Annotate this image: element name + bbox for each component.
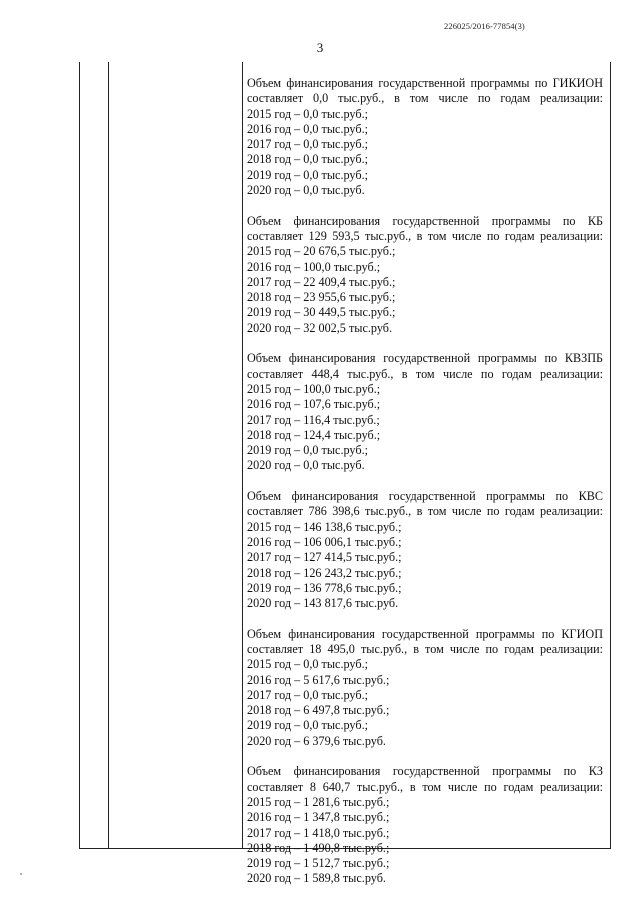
funding-intro-line-1: Объем финансирования государственной программы по КЗ — [247, 764, 603, 779]
funding-year-line: 2016 год – 5 617,6 тыс.руб.; — [247, 672, 390, 687]
document-number: 226025/2016-77854(3) — [444, 21, 525, 31]
funding-year-line: 2016 год – 100,0 тыс.руб.; — [247, 259, 381, 274]
funding-year-line: 2016 год – 106 006,1 тыс.руб.; — [247, 534, 402, 549]
funding-year-line: 2016 год – 0,0 тыс.руб.; — [247, 121, 368, 136]
funding-year-line: 2016 год – 1 347,8 тыс.руб.; — [247, 810, 390, 825]
funding-year-line: 2015 год – 146 138,6 тыс.руб.; — [247, 519, 402, 534]
funding-year-line: 2016 год – 107,6 тыс.руб.; — [247, 397, 381, 412]
table-border-right — [610, 62, 611, 849]
funding-year-line: 2015 год – 0,0 тыс.руб.; — [247, 657, 368, 672]
funding-year-line: 2015 год – 0,0 тыс.руб.; — [247, 106, 368, 121]
funding-year-line: 2020 год – 32 002,5 тыс.руб. — [247, 320, 393, 335]
funding-block — [247, 489, 603, 611]
funding-intro-line-2: составляет 18 495,0 тыс.руб., в том числе по годам реализации: — [247, 641, 603, 656]
funding-year-line: 2019 год – 0,0 тыс.руб.; — [247, 167, 368, 182]
funding-year-line: 2019 год – 1 512,7 тыс.руб.; — [247, 856, 390, 871]
funding-intro-line-2: составляет 8 640,7 тыс.руб., в том числе по годам реализации: — [247, 779, 603, 794]
funding-year-line: 2015 год – 100,0 тыс.руб.; — [247, 381, 381, 396]
funding-year-line: 2017 год – 127 414,5 тыс.руб.; — [247, 550, 402, 565]
funding-year-line: 2018 год – 6 497,8 тыс.руб.; — [247, 703, 390, 718]
funding-year-line: 2018 год – 126 243,2 тыс.руб.; — [247, 565, 402, 580]
funding-block — [247, 351, 603, 473]
funding-intro-line-1: Объем финансирования государственной программы по КГИОП — [247, 626, 603, 641]
funding-block — [247, 764, 603, 886]
funding-year-line: 2017 год – 116,4 тыс.руб.; — [247, 412, 380, 427]
funding-block — [247, 76, 603, 198]
funding-year-line: 2017 год – 22 409,4 тыс.руб.; — [247, 274, 396, 289]
table-border-column-2 — [242, 62, 243, 849]
funding-intro-line-2: составляет 129 593,5 тыс.руб., в том числе по годам реализации: — [247, 228, 603, 243]
table-border-left — [79, 62, 80, 849]
funding-year-line: 2017 год – 1 418,0 тыс.руб.; — [247, 825, 390, 840]
funding-year-line: 2020 год – 1 589,8 тыс.руб. — [247, 871, 386, 886]
funding-year-line: 2018 год – 0,0 тыс.руб.; — [247, 152, 368, 167]
funding-year-line: 2019 год – 30 449,5 тыс.руб.; — [247, 305, 396, 320]
funding-year-line: 2017 год – 0,0 тыс.руб.; — [247, 137, 368, 152]
funding-year-line: 2018 год – 23 955,6 тыс.руб.; — [247, 290, 396, 305]
funding-block — [247, 214, 603, 336]
funding-intro-line-1: Объем финансирования государственной программы по КБ — [247, 213, 603, 228]
funding-year-line: 2019 год – 136 778,6 тыс.руб.; — [247, 580, 402, 595]
funding-year-line: 2020 год – 143 817,6 тыс.руб. — [247, 596, 399, 611]
funding-content — [247, 76, 603, 902]
table-border-column-1 — [108, 62, 109, 849]
funding-intro-line-1: Объем финансирования государственной программы по КВС — [247, 489, 603, 504]
funding-year-line: 2020 год – 0,0 тыс.руб. — [247, 458, 365, 473]
funding-year-line: 2019 год – 0,0 тыс.руб.; — [247, 443, 368, 458]
funding-year-line: 2020 год – 0,0 тыс.руб. — [247, 183, 365, 198]
funding-year-line: 2018 год – 1 490,8 тыс.руб.; — [247, 840, 390, 855]
funding-year-line: 2015 год – 1 281,6 тыс.руб.; — [247, 794, 390, 809]
funding-year-line: 2017 год – 0,0 тыс.руб.; — [247, 687, 368, 702]
funding-year-line: 2018 год – 124,4 тыс.руб.; — [247, 427, 381, 442]
funding-intro-line-1: Объем финансирования государственной программы по ГИКИОН — [247, 76, 603, 90]
funding-intro-line-2: составляет 0,0 тыс.руб., в том числе по годам реализации: — [247, 91, 603, 106]
funding-intro-line-1: Объем финансирования государственной программы по КВЗПБ — [247, 351, 603, 366]
funding-intro-line-2: составляет 786 398,6 тыс.руб., в том числе по годам реализации: — [247, 504, 603, 519]
funding-block — [247, 627, 603, 749]
funding-intro-line-2: составляет 448,4 тыс.руб., в том числе по годам реализации: — [247, 366, 603, 381]
funding-year-line: 2019 год – 0,0 тыс.руб.; — [247, 718, 368, 733]
funding-year-line: 2020 год – 6 379,6 тыс.руб. — [247, 733, 386, 748]
scan-speck — [20, 873, 22, 875]
page-number: 3 — [316, 40, 324, 55]
funding-year-line: 2015 год – 20 676,5 тыс.руб.; — [247, 244, 396, 259]
